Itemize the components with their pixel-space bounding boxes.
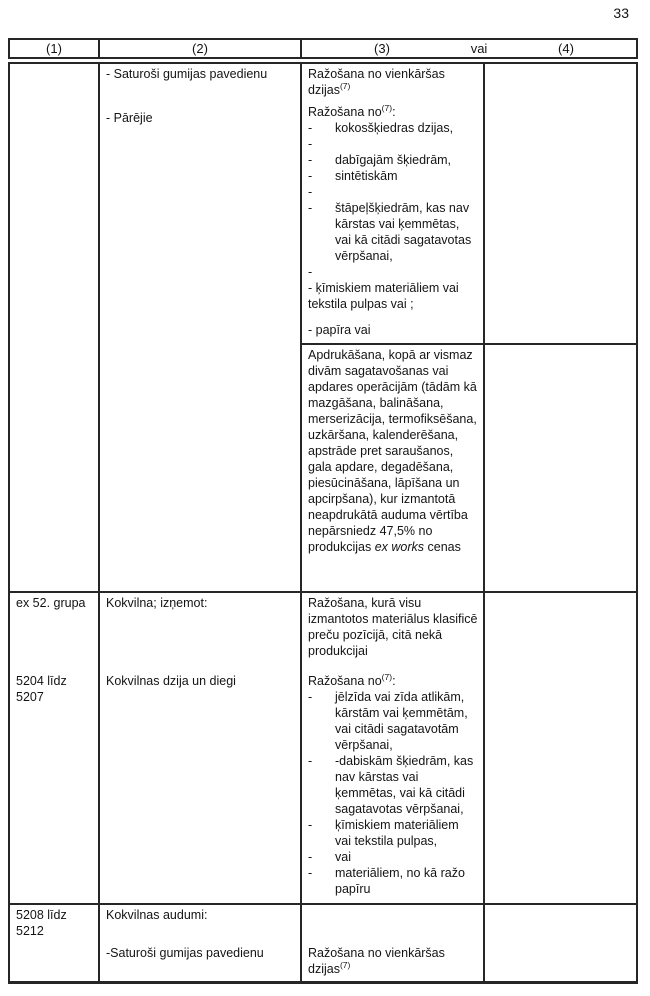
list-item-text: kokosšķiedras dzijas, [335,121,454,135]
header-cell-1: (1) [10,40,100,57]
header-cell-4: (4) [558,40,574,56]
rule-paragraph [308,66,478,98]
dash-list-item [308,753,478,817]
dash-list-item [308,817,478,849]
dash-list-item [308,849,478,865]
heading-code: 5208 līdz [16,908,67,922]
dash-list-item [308,865,478,897]
rule-paragraph: - ķīmiskiem materiāliem vai tekstila pulpas vai ; [308,281,459,311]
dash-marker: - [308,690,313,704]
row3-col3-cell [302,905,485,981]
footnote-ref: (7) [381,102,393,113]
rule-text: Apdrukāšana, kopā ar vismaz divām sagatavošanas vai apdares operācijām (tādām kā mazgāšana, balināšana, merserizācija, termofiksēšana, uzkāršana, kalenderēšana, apstrāde pret saraušanos, gala apdare, degadēšana, piesūcināšana, lāpīšana un apcirpšana), kur izmantotā neapdrukātā auduma vērtība nepārsniedz 47,5% no produkcijas [308,348,477,554]
row1-col1-cell [10,64,100,593]
row1-col4-top-cell [485,64,636,345]
dash-marker: - [308,185,313,199]
row2-col4-cell [485,593,636,905]
product-description: Kokvilnas audumi: [106,908,208,922]
row1-col4-bottom-cell [485,345,636,593]
rule-text: Ražošana no [308,105,382,119]
row1-col2-cell [100,64,302,593]
list-item-text [335,184,478,200]
dash-marker: - [308,121,313,135]
heading-code: 5212 [16,924,44,938]
list-item-text: dabīgajām šķiedrām, [335,153,452,167]
rule-text: Ražošana no [308,674,382,688]
row3-col4-cell [485,905,636,981]
row2-col3-cell [302,593,485,905]
dash-marker: - [308,866,313,880]
rule-text: cenas [424,540,461,554]
dash-marker: - [308,153,313,167]
rule-text: Ražošana no vienkāršas dzijas [308,67,445,97]
dash-marker: - [308,850,313,864]
header-vai-label: vai [470,40,488,56]
heading-code: 5204 līdz [16,674,67,688]
rule-paragraph [308,673,478,689]
dash-list-item [308,200,478,264]
heading-code: ex 52. grupa [16,596,86,610]
dash-list-item [308,168,478,184]
rule-paragraph [308,347,478,555]
product-description: Kokvilnas dzija un diegi [106,674,236,688]
rule-text: Ražošana no vienkāršas dzijas [308,946,445,976]
footnote-ref: (7) [339,80,351,91]
dash-list-item [308,136,478,152]
row1-col2-item2: - Pārējie [106,111,153,125]
dash-marker: - [308,169,313,183]
rule-text: : [392,105,396,119]
row2-col1-cell [10,593,100,905]
list-item-text: vai [335,850,351,864]
ex-works-italic: ex works [374,540,425,554]
list-item-text: -dabiskām šķiedrām, kas nav kārstas vai ķemmētas, vai kā citādi sagatavotas vērpšanai, [335,754,474,816]
dash-marker: - [308,818,313,832]
dash-list-item [308,120,478,136]
row1-col3-top-cell [302,64,485,345]
dash-list-item [308,152,478,168]
dash-marker: - [308,754,313,768]
list-item-text: ķīmiskiem materiāliem vai tekstila pulpas, [335,818,459,848]
row3-col1-cell [10,905,100,981]
header-cell-3: (3) [374,40,390,56]
list-item-text: sintētiskām [335,169,398,183]
row3-col2-cell [100,905,302,981]
dash-list-item [308,689,478,753]
header-row [8,38,638,59]
dash-list-item [308,184,478,200]
rule-paragraph: - papīra vai [308,323,371,337]
product-description: -Saturoši gumijas pavedienu [106,946,264,960]
list-item-text: jēlzīda vai zīda atlikām, kārstām vai ķemmētām, vai citādi sagatavotām vērpšanai, [335,690,468,752]
rule-paragraph [308,945,478,977]
row1-col2-item1: - Saturoši gumijas pavedienu [106,67,268,81]
rule-paragraph [308,104,478,120]
rules-table [8,62,638,984]
lone-dash: - [308,265,313,279]
rule-paragraph: Ražošana, kurā visu izmantotos materiālus klasificē preču pozīcijā, citā nekā produkcijai [308,596,478,658]
heading-code: 5207 [16,690,44,704]
footnote-ref: (7) [339,959,351,970]
header-cell-2: (2) [100,40,302,57]
list-item-text [335,136,478,152]
page-number: 33 [613,5,629,21]
rule-text: : [392,674,396,688]
header-cell-3-4 [302,40,636,57]
footnote-ref: (7) [381,671,393,682]
dash-marker: - [308,137,313,151]
dash-marker: - [308,201,313,215]
row1-col3-bottom-cell [302,345,485,593]
list-item-text: štāpeļšķiedrām, kas nav kārstas vai ķemmētas, vai kā citādi sagatavotas vērpšanai, [335,201,472,263]
list-item-text: materiāliem, no kā ražo papīru [335,866,465,896]
product-description: Kokvilna; izņemot: [106,596,208,610]
row2-col2-cell [100,593,302,905]
